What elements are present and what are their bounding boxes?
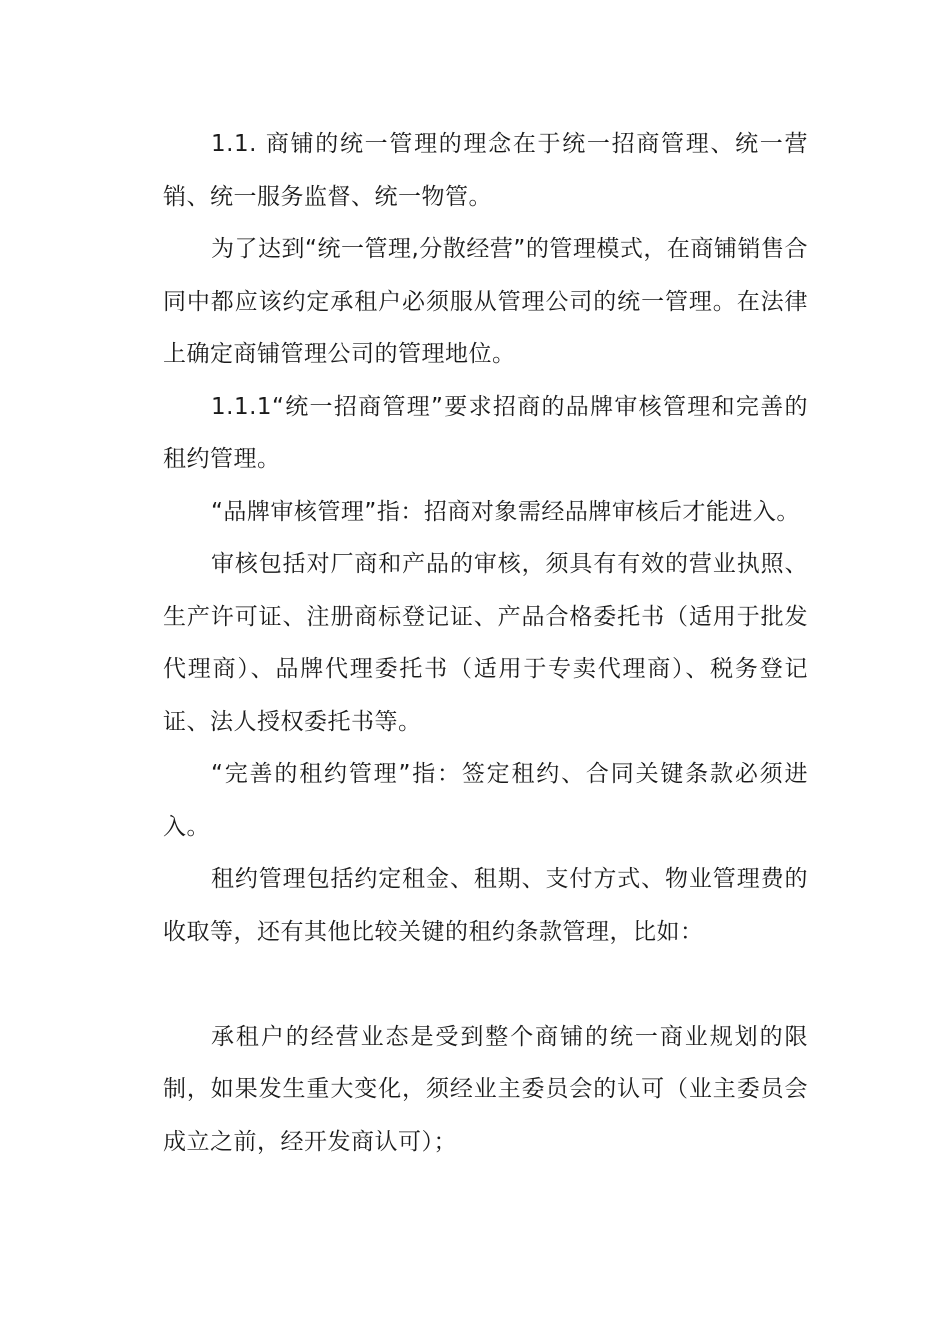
paragraph-lease-management-contents: 租约管理包括约定租金、租期、支付方式、物业管理费的收取等，还有其他比较关键的租约条款管理，比如：	[163, 866, 808, 945]
blank-line	[163, 958, 808, 1011]
paragraph-1-1-concept: 1.1. 商铺的统一管理的理念在于统一招商管理、统一营销、统一服务监督、统一物管。	[163, 131, 808, 210]
paragraph-tenant-business-format: 承租户的经营业态是受到整个商铺的统一商业规划的限制，如果发生重大变化，须经业主委员会的认可（业主委员会成立之前，经开发商认可）；	[163, 1023, 808, 1155]
paragraph-brand-review-definition: “品牌审核管理”指：招商对象需经品牌审核后才能进入。	[211, 498, 800, 525]
document-body	[163, 118, 808, 1168]
paragraph-lease-management-definition: “完善的租约管理”指：签定租约、合同关键条款必须进入。	[163, 761, 808, 840]
paragraph-1-1-1-unified-leasing: 1.1.1“统一招商管理”要求招商的品牌审核管理和完善的租约管理。	[163, 393, 808, 472]
paragraph-management-mode: 为了达到“统一管理,分散经营”的管理模式，在商铺销售合同中都应该约定承租户必须服从管理公司的统一管理。在法律上确定商铺管理公司的管理地位。	[163, 236, 808, 367]
paragraph-review-contents: 审核包括对厂商和产品的审核，须具有有效的营业执照、生产许可证、注册商标登记证、产品合格委托书（适用于批发代理商）、品牌代理委托书（适用于专卖代理商）、税务登记证、法人授权委托书等。	[163, 551, 808, 735]
